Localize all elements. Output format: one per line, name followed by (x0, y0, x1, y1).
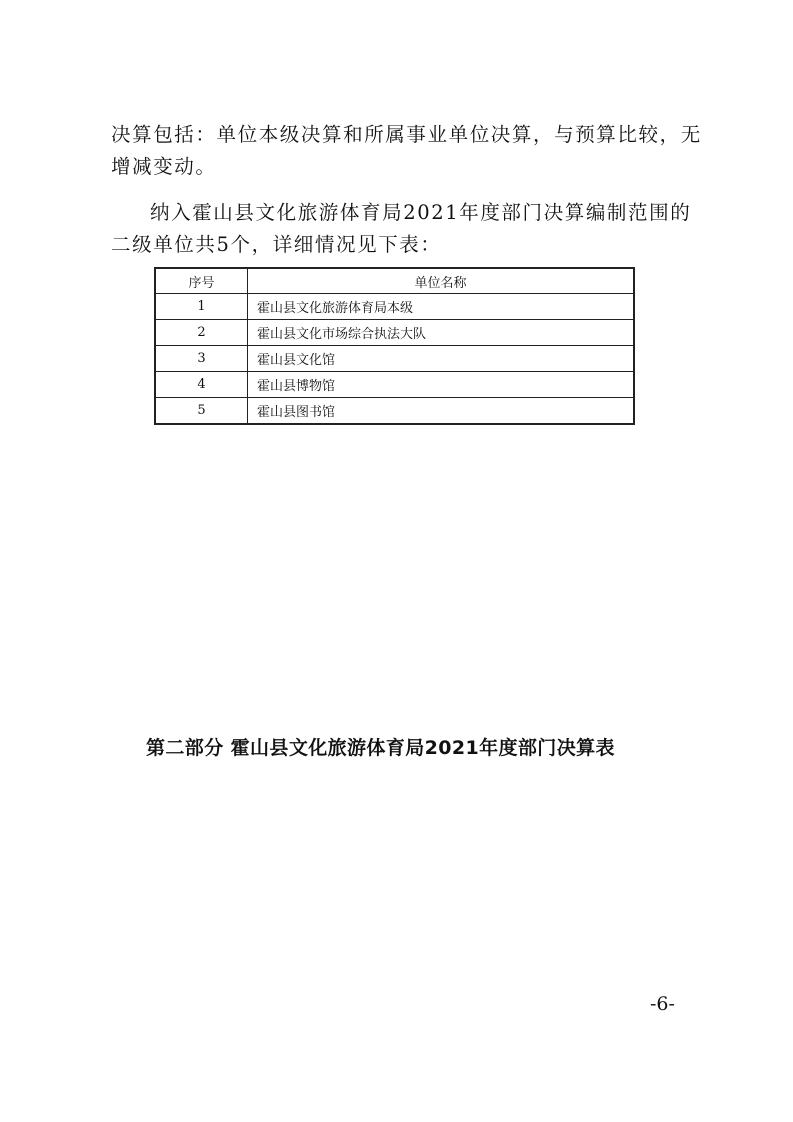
cell-serial-number: 4 (155, 372, 248, 398)
cell-serial-number: 1 (155, 294, 248, 320)
page-number: -6- (650, 993, 675, 1015)
table-row (155, 346, 634, 372)
cell-serial-number: 2 (155, 320, 248, 346)
table-row (155, 398, 634, 425)
cell-unit-name: 霍山县文化市场综合执法大队 (248, 320, 635, 346)
body-text-line: 决算包括：单位本级决算和所属事业单位决算，与预算比较，无 (111, 123, 702, 146)
body-text-line: 二级单位共5个，详细情况见下表： (111, 233, 442, 256)
cell-serial-number: 5 (155, 398, 248, 425)
cell-unit-name: 霍山县文化馆 (248, 346, 635, 372)
unit-table (154, 267, 635, 425)
table-row (155, 294, 634, 320)
header-unit-name: 单位名称 (248, 268, 635, 294)
body-text-line: 纳入霍山县文化旅游体育局2021年度部门决算编制范围的 (150, 201, 692, 224)
section-title: 第二部分 霍山县文化旅游体育局2021年度部门决算表 (146, 737, 615, 759)
table-header-row (155, 268, 634, 294)
cell-serial-number: 3 (155, 346, 248, 372)
body-text-line: 增减变动。 (111, 155, 217, 178)
cell-unit-name: 霍山县文化旅游体育局本级 (248, 294, 635, 320)
table-row (155, 372, 634, 398)
cell-unit-name: 霍山县博物馆 (248, 372, 635, 398)
header-serial-number: 序号 (155, 268, 248, 294)
cell-unit-name: 霍山县图书馆 (248, 398, 635, 425)
table-row (155, 320, 634, 346)
